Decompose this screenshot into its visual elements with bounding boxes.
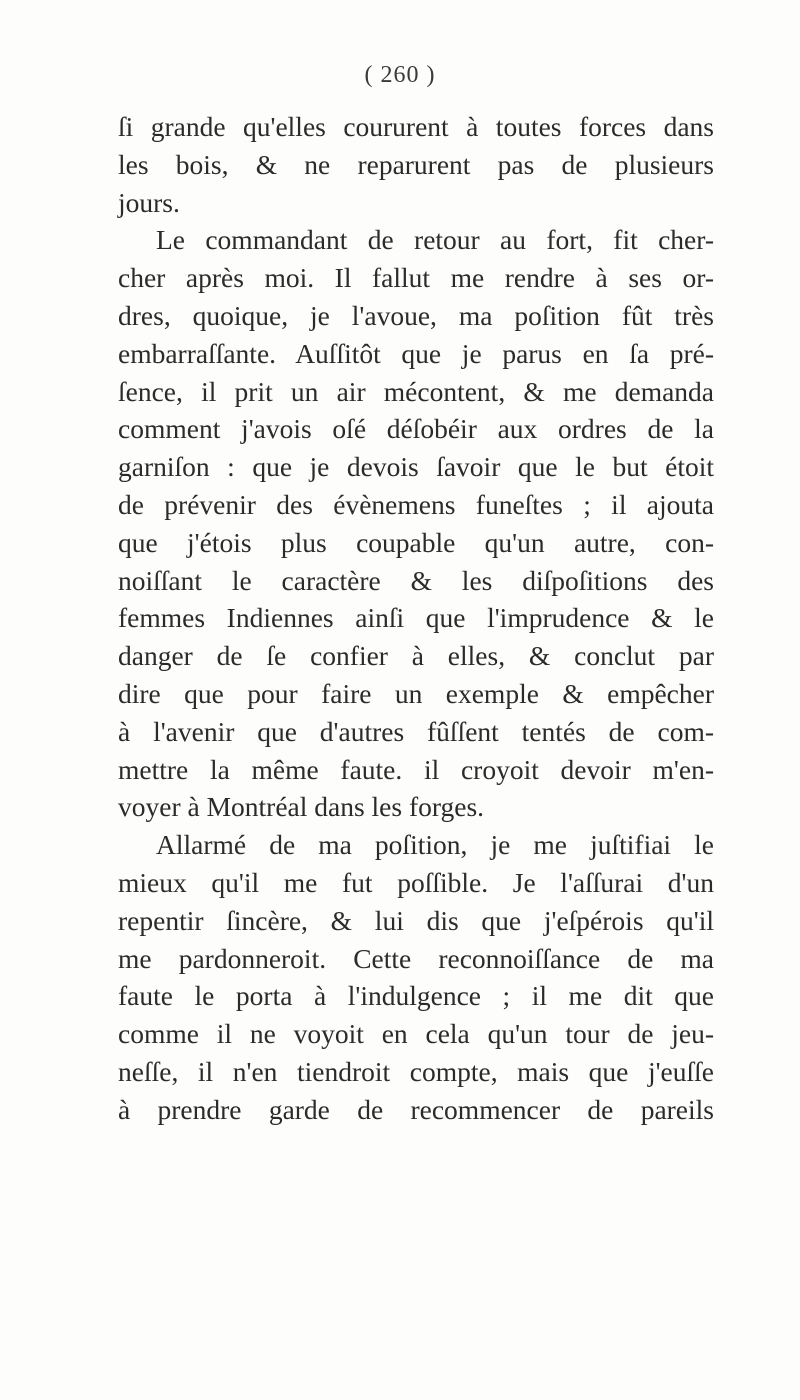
text-line: à l'avenir que d'autres fûſſent tentés de com-: [118, 715, 714, 747]
text-line: que j'étois plus coupable qu'un autre, con-: [118, 526, 714, 558]
text-line: Le commandant de retour au fort, fit cher-: [156, 224, 714, 256]
page-header: [0, 62, 800, 89]
body-text: [118, 108, 714, 1129]
text-line: me pardonneroit. Cette reconnoiſſance de ma: [118, 942, 714, 974]
text-line: de prévenir des évènemens funeſtes ; il ajouta: [118, 488, 714, 520]
text-line: neſſe, il n'en tiendroit compte, mais que j'euſſe: [118, 1055, 714, 1087]
text-line: voyer à Montréal dans les forges.: [118, 791, 485, 823]
text-line: dres, quoique, je l'avoue, ma poſition fût très: [118, 299, 714, 331]
paragraph-1: [118, 108, 714, 221]
text-line: jours.: [118, 186, 180, 218]
text-line: ſi grande qu'elles coururent à toutes forces dans: [118, 111, 714, 142]
text-line: cher après moi. Il fallut me rendre à ses or-: [118, 262, 714, 294]
text-line: mieux qu'il me fut poſſible. Je l'aſſurai d'un: [118, 866, 714, 898]
text-line: Allarmé de ma poſition, je me juſtifiai le: [156, 829, 714, 861]
text-line: à prendre garde de recommencer de pareils: [118, 1093, 714, 1125]
text-line: femmes Indiennes ainſi que l'imprudence & le: [118, 602, 714, 634]
text-line: comme il ne voyoit en cela qu'un tour de jeu-: [118, 1018, 714, 1050]
text-line: mettre la même faute. il croyoit devoir m'en-: [118, 753, 714, 785]
text-line: repentir ſincère, & lui dis que j'eſpérois qu'il: [118, 904, 714, 936]
text-line: dire que pour faire un exemple & empêcher: [118, 677, 714, 709]
text-line: garniſon : que je devois ſavoir que le but étoit: [118, 451, 714, 483]
paragraph-3: [118, 826, 714, 1128]
text-line: ſence, il prit un air mécontent, & me demanda: [118, 375, 714, 407]
text-line: comment j'avois oſé déſobéir aux ordres de la: [118, 413, 714, 445]
text-line: faute le porta à l'indulgence ; il me dit que: [118, 980, 714, 1012]
text-line: embarraſſante. Auſſitôt que je parus en ſa pré-: [118, 337, 714, 369]
text-line: danger de ſe confier à elles, & conclut par: [118, 640, 714, 672]
paragraph-2: [118, 221, 714, 826]
text-line: les bois, & ne reparurent pas de plusieurs: [118, 148, 714, 180]
text-line: noiſſant le caractère & les diſpoſitions des: [118, 564, 714, 596]
page-number: ( 260 ): [364, 62, 436, 88]
